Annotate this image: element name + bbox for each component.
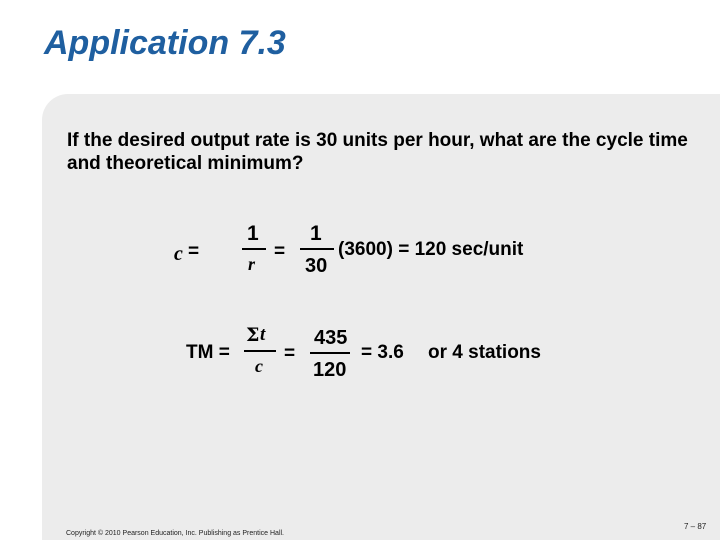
cycle-time-variable: c xyxy=(255,356,263,376)
copyright-notice: Copyright © 2010 Pearson Education, Inc. Publishing as Prentice Hall. xyxy=(66,530,285,537)
equals-sign: = xyxy=(284,343,296,364)
question-text: If the desired output rate is 30 units per hour, what are the cycle time and theoretical minimum? xyxy=(67,130,688,174)
tm-label: TM = xyxy=(186,342,230,363)
output-rate-variable: r xyxy=(248,254,256,274)
numerator-one: 1 xyxy=(310,222,322,245)
cycle-time-variable: c xyxy=(174,243,183,265)
cycle-time-result: (3600) = 120 sec/unit xyxy=(338,239,524,260)
equals-sign: = xyxy=(274,241,286,262)
tm-result: = 3.6 xyxy=(361,342,404,363)
page-number: 7 – 87 xyxy=(684,522,707,531)
cycle-time-numerator: 1 xyxy=(247,222,259,245)
fraction-bar xyxy=(300,248,334,250)
stations-result: or 4 stations xyxy=(428,342,541,363)
fraction-bar xyxy=(244,350,276,352)
task-time-variable: t xyxy=(260,324,266,345)
denominator-thirty: 30 xyxy=(305,255,328,277)
total-task-time: 435 xyxy=(314,327,348,349)
fraction-bar xyxy=(310,352,350,354)
fraction-bar xyxy=(242,248,266,250)
sigma-symbol: Σ xyxy=(246,324,260,346)
cycle-time-equals: = xyxy=(188,241,200,262)
slide-title: Application 7.3 xyxy=(44,24,286,62)
cycle-time-value: 120 xyxy=(313,359,347,381)
